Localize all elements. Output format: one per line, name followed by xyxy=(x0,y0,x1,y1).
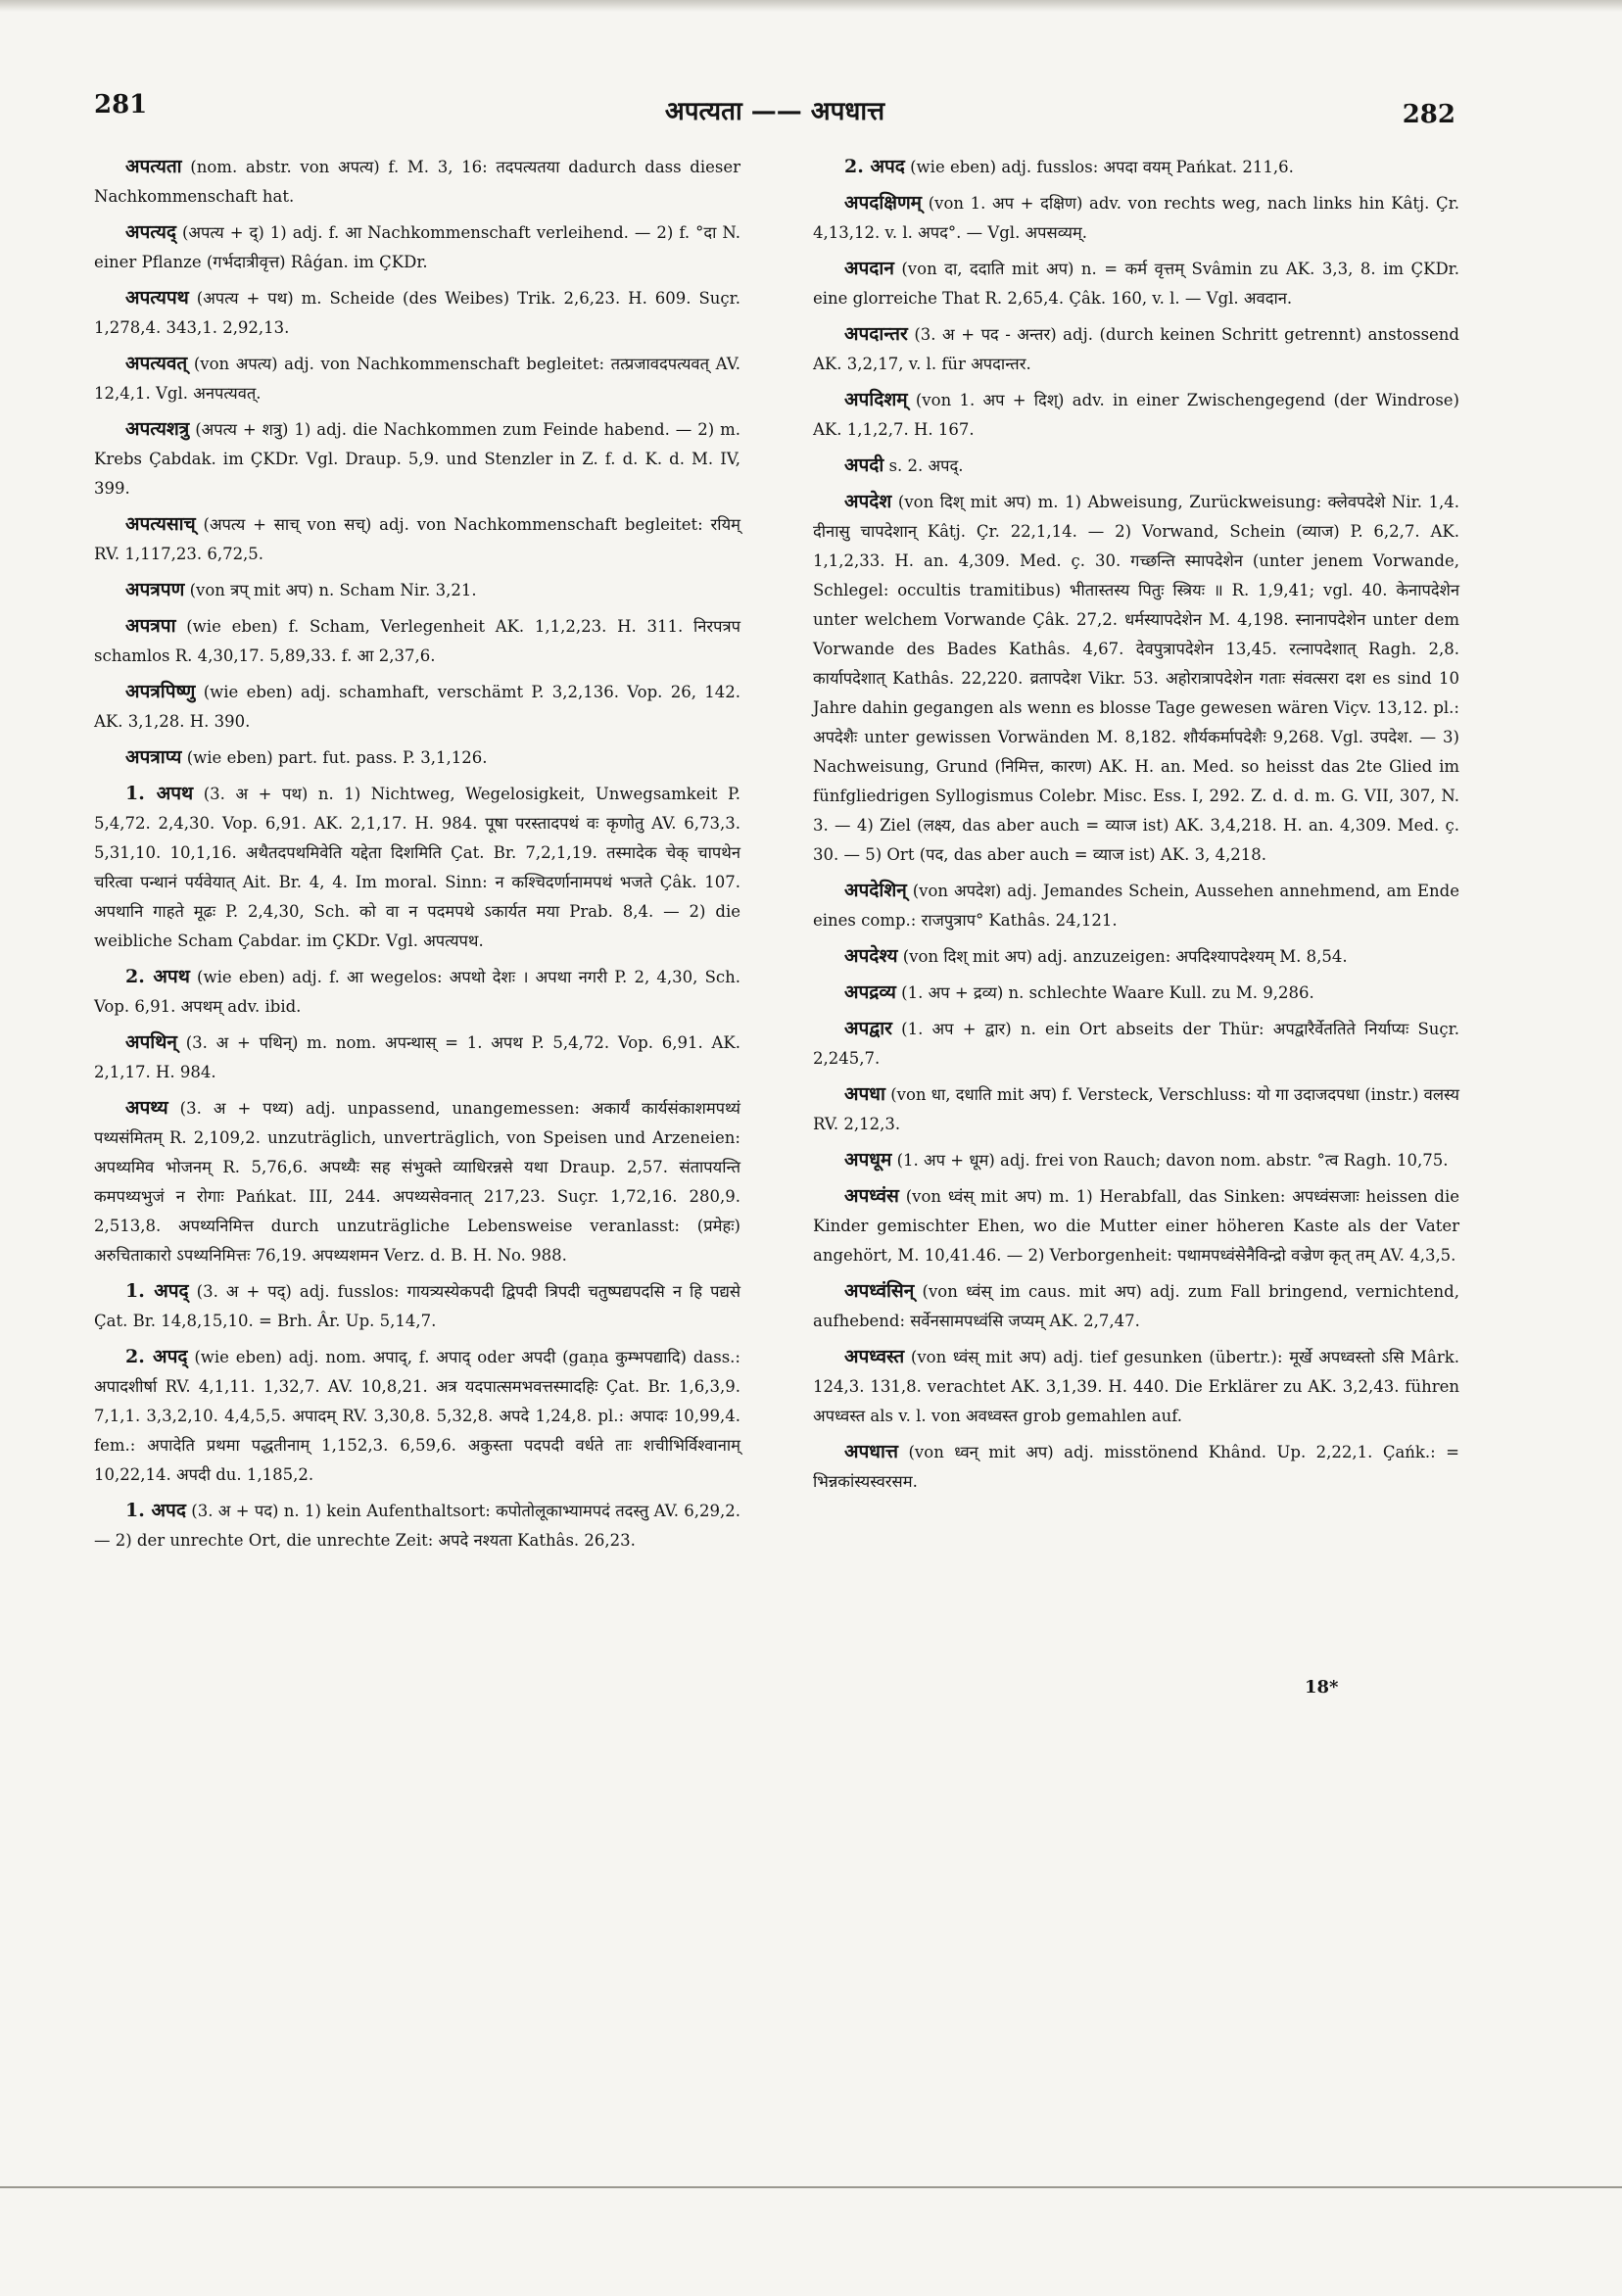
entry-headword: अपत्यशत्रु xyxy=(125,418,190,440)
entry-body: (अपत्य + द्) 1) adj. f. आ Nachkommenschaft verleihend. — 2) f. °दा N. einer Pflanze (गर्भदात्रीवृत्त) Râǵan. im ÇKDr. xyxy=(94,223,741,271)
entry-body: (3. अ + पथिन्) m. nom. अपन्थास् = 1. अपथ P. 5,4,72. Vop. 6,91. AK. 2,1,17. H. 984. xyxy=(94,1033,741,1081)
entry-body: (3. अ + पद) n. 1) kein Aufenthaltsort: कपोतोलूकाभ्यामपदं तदस्तु AV. 6,29,2. — 2) der unrechte Ort, die unrechte Zeit: अपदे नश्यता Kathâs. 26,23. xyxy=(94,1502,740,1550)
entry-body: (von त्रप् mit अप) n. Scham Nir. 3,21. xyxy=(189,581,477,599)
entry-headword: अपदी xyxy=(844,454,884,476)
entry-body: (von ध्वंस् mit अप) adj. tief gesunken (übertr.): मूर्खे अपध्वस्तो ऽसि Mârk. 124,3. 131,8. verachtet AK. 3,1,39. H. 440. Die Erklärer zu AK. 3,2,43. führen अपध्वस्त als v. l. von अवध्वस्त grob gemahlen auf. xyxy=(813,1348,1460,1425)
entry-body: (wie eben) adj. f. आ wegelos: अपथो देशः । अपथा नगरी P. 2, 4,30, Sch. Vop. 6,91. अपथम् adv. ibid. xyxy=(94,968,740,1016)
entry-headword: 2. अपद् xyxy=(125,1346,188,1367)
page-header xyxy=(94,90,1455,129)
entry-headword: अपदेश xyxy=(844,491,892,512)
dictionary-entry xyxy=(94,414,740,503)
entry-body: (1. अप + द्वार) n. ein Ort abseits der Thür: अपद्वारैर्वेततिते निर्याप्यः Suçr. 2,245,7. xyxy=(813,1020,1459,1068)
entry-headword: 1. अपथ xyxy=(125,783,194,804)
entry-headword: अपत्यपथ xyxy=(125,287,189,309)
entry-body: (3. अ + पथ्य) adj. unpassend, unangemessen: अकार्यं कार्यसंकाशमपथ्यं पथ्यसंमितम् R. 2,109,2. unzuträglich, unverträglich, von Speisen und Arzeneien: अपथ्यमिव भोजनम् R. 5,76,6. अपथ्यैः सह संभुक्ते व्याधिरन्नसे यथा Draup. 2,57. संतापयन्ति कमपथ्यभुजं न रोगाः Pańkat. III, 244. अपथ्यसेवनात् 217,23. Suçr. 1,72,16. 280,9. 2,513,8. अपथ्यनिमित्त durch unzuträgliche Lebensweise veranlasst: (प्रमेहः) अरुचिताकारो ऽपथ्यनिमित्तः 76,19. अपथ्यशमन Verz. d. B. H. No. 988. xyxy=(94,1099,740,1265)
dictionary-entry xyxy=(813,385,1459,445)
dictionary-entry xyxy=(813,319,1459,379)
entry-headword: अपदेश्य xyxy=(844,945,898,967)
dictionary-entry xyxy=(94,1028,740,1087)
dictionary-entry xyxy=(813,941,1459,972)
entry-body: (von दा, ददाति mit अप) n. = कर्म वृत्तम् Svâmin zu AK. 3,3, 8. im ÇKDr. eine glorreiche That R. 2,65,4. Çâk. 160, v. l. — Vgl. अवदान. xyxy=(813,260,1459,308)
entry-body: (von दिश् mit अप) adj. anzuzeigen: अपदिश्यापदेश्यम् M. 8,54. xyxy=(902,947,1348,966)
entry-body: (3. अ + पथ) n. 1) Nichtweg, Wegelosigkeit, Unwegsamkeit P. 5,4,72. 2,4,30. Vop. 6,91. AK. 2,1,17. H. 984. पूषा परस्तादपथं वः कृणोतु AV. 6,73,3. 5,31,10. 10,1,16. अथैतदपथमिवेति यद्देता दिशमिति Çat. Br. 7,2,1,19. तस्मादेक चेक् चापथेन चरित्वा पन्थानं पर्यवेयात् Ait. Br. 4, 4. Im moral. Sinn: न कश्चिदर्णानामपथं भजते Çâk. 107. अपथानि गाहते मूढः P. 2,4,30, Sch. को वा न पदमपथे ऽकार्यत मया Prab. 8,4. — 2) die weibliche Scham Çabdar. im ÇKDr. Vgl. अपत्यपथ. xyxy=(94,785,740,950)
folio-mark: 18* xyxy=(1305,1677,1339,1698)
dictionary-entry xyxy=(94,283,740,343)
entry-body: (von अपदेश) adj. Jemandes Schein, Aussehen annehmend, am Ende eines comp.: राजपुत्राप° Kathâs. 24,121. xyxy=(813,882,1459,930)
dictionary-entry xyxy=(813,1276,1459,1336)
dictionary-entry xyxy=(94,611,740,671)
dictionary-entry xyxy=(94,349,740,408)
dictionary-entry xyxy=(94,677,740,737)
dictionary-entry xyxy=(94,509,740,569)
entry-body: (3. अ + पद्) adj. fusslos: गायत्र्यस्येकपदी द्विपदी त्रिपदी चतुष्पद्यपदसि न हि पद्यसे Çat. Br. 14,8,15,10. = Brh. Âr. Up. 5,14,7. xyxy=(94,1282,740,1330)
right-column xyxy=(813,152,1459,1503)
dictionary-entry xyxy=(813,1014,1459,1074)
entry-headword: अपद्रव्य xyxy=(844,981,896,1003)
entry-headword: अपत्रपिष्णु xyxy=(125,681,196,702)
dictionary-entry xyxy=(94,962,740,1022)
entry-body: (von धा, दधाति mit अप) f. Versteck, Verschluss: यो गा उदाजदपधा (instr.) वलस्य RV. 2,12,3. xyxy=(813,1085,1460,1133)
entry-body: (अपत्य + पथ) m. Scheide (des Weibes) Trik. 2,6,23. H. 609. Suçr. 1,278,4. 343,1. 2,92,13. xyxy=(94,289,740,337)
dictionary-entry xyxy=(94,1276,740,1336)
entry-headword: अपत्राप्य xyxy=(125,746,182,768)
entry-headword: अपत्रपा xyxy=(125,615,176,637)
entry-headword: 1. अपद् xyxy=(125,1280,189,1302)
entry-headword: अपधात्त xyxy=(844,1441,899,1462)
entry-body: (3. अ + पद - अन्तर) adj. (durch keinen Schritt getrennt) anstossend AK. 3,2,17, v. l. für अपदान्तर. xyxy=(813,325,1459,373)
dictionary-entry xyxy=(813,876,1459,935)
entry-body: (von दिश् mit अप) m. 1) Abweisung, Zurückweisung: क्लेवपदेशे Nir. 1,4. दीनासु चापदेशान् Kâtj. Çr. 22,1,14. — 2) Vorwand, Schein (व्याज) P. 6,2,7. AK. 1,1,2,33. H. an. 4,309. Med. ç. 30. गच्छन्ति स्मापदेशेन (unter jenem Vorwande, Schlegel: occultis tramitibus) भीतास्तस्य पितुः स्त्रियः ॥ R. 1,9,41; vgl. 40. केनापदेशेन unter welchem Vorwande Çâk. 27,2. धर्मस्यापदेशेन M. 4,198. स्नानापदेशेन unter dem Vorwande des Bades Kathâs. 4,67. देवपुत्रापदेशेन 13,45. रत्नापदेशात् Ragh. 2,8. कार्यापदेशात् Kathâs. 22,220. व्रतापदेश Vikr. 53. अहोरात्रापदेशेन गताः संवत्सरा दश es sind 10 Jahre dahin gegangen als wenn es blosse Tage gewesen wären Viçv. 13,12. pl.: अपदेशैः unter gewissen Vorwänden M. 8,182. शौर्यकर्मापदेशैः 9,268. Vgl. उपदेश. — 3) Nachweisung, Grund (निमित्त, कारण) AK. H. an. Med. so heisst das 2te Glied im fünfgliedrigen Syllogismus Colebr. Misc. Ess. I, 292. Z. d. d. m. G. VII, 307, N. 3. — 4) Ziel (लक्ष्य, das aber auch = व्याज ist) AK. 3,4,218. H. an. 4,309. Med. ç. 30. — 5) Ort (पद, das aber auch = व्याज ist) AK. 3, 4,218. xyxy=(813,493,1459,864)
dictionary-entry xyxy=(94,742,740,773)
entry-headword: अपथिन् xyxy=(125,1031,177,1053)
entry-headword: अपदान xyxy=(844,258,894,279)
dictionary-entry xyxy=(813,487,1459,870)
dictionary-entry xyxy=(813,1437,1459,1497)
entry-headword: अपदेशिन् xyxy=(844,880,907,901)
entry-body: (wie eben) adj. schamhaft, verschämt P. 3,2,136. Vop. 26, 142. AK. 3,1,28. H. 390. xyxy=(94,683,740,731)
entry-body: (wie eben) f. Scham, Verlegenheit AK. 1,1,2,23. H. 311. निरपत्रप schamlos R. 4,30,17. 5,89,33. f. आ 2,37,6. xyxy=(94,617,740,665)
dictionary-entry xyxy=(813,1079,1459,1139)
dictionary-entry xyxy=(813,1145,1459,1175)
running-title: अपत्यता —— अपधात्त xyxy=(664,97,885,126)
entry-headword: अपध्वंस xyxy=(844,1185,899,1207)
page-number-right: 282 xyxy=(1402,100,1455,129)
entry-headword: 2. अपद xyxy=(844,156,905,177)
left-column xyxy=(94,152,740,1561)
entry-body: (wie eben) adj. fusslos: अपदा वयम् Pańkat. 211,6. xyxy=(910,158,1294,176)
scan-edge xyxy=(0,0,1622,12)
dictionary-entry xyxy=(813,254,1459,313)
entry-body: s. 2. अपद्. xyxy=(888,456,964,475)
dictionary-entry xyxy=(94,575,740,605)
entry-body: (von ध्वन् mit अप) adj. misstönend Khând. Up. 2,22,1. Çańk.: = भिन्नकांस्यस्वरसम. xyxy=(813,1443,1459,1491)
entry-body: (von अपत्य) adj. von Nachkommenschaft begleitet: तत्प्रजावदपत्यवत् AV. 12,4,1. Vgl. अनपत्यवत्. xyxy=(94,355,740,403)
dictionary-entry xyxy=(813,1181,1459,1270)
dictionary-entry xyxy=(813,188,1459,248)
entry-headword: अपदक्षिणम् xyxy=(844,192,923,214)
dictionary-entry xyxy=(813,978,1459,1008)
dictionary-entry xyxy=(94,217,740,277)
entry-body: (nom. abstr. von अपत्य) f. M. 3, 16: तदपत्यतया dadurch dass dieser Nachkommenschaft hat. xyxy=(94,158,741,206)
dictionary-entry xyxy=(94,1342,740,1490)
entry-body: (von ध्वंस् mit अप) m. 1) Herabfall, das Sinken: अपध्वंसजाः heissen die Kinder gemischter Ehen, wo die Mutter einer höheren Kaste als der Vater angehört, M. 10,41.46. — 2) Verborgenheit: पथामपध्वंसेनैविन्द्रो वज्रेण कृत् तम् AV. 4,3,5. xyxy=(813,1187,1459,1265)
entry-headword: अपथ्य xyxy=(125,1097,168,1119)
dictionary-entry xyxy=(813,451,1459,481)
page-number-left: 281 xyxy=(94,90,148,120)
entry-headword: अपत्यवत् xyxy=(125,353,188,374)
entry-body: (von ध्वंस् im caus. mit अप) adj. zum Fall bringend, vernichtend, aufhebend: सर्वेनसामपध्वंसि जप्यम् AK. 2,7,47. xyxy=(813,1282,1459,1330)
entry-body: (wie eben) adj. nom. अपाद्, f. अपाद् oder अपदी (gaṇa कुम्भपद्यादि) dass.: अपादशीर्षा RV. 4,1,11. 1,32,7. AV. 10,8,21. अत्र यदपात्समभवत्तस्मादहिः Çat. Br. 1,6,3,9. 7,1,1. 3,3,2,10. 4,4,5,5. अपादम् RV. 3,30,8. 5,32,8. अपदे 1,24,8. pl.: अपादः 10,99,4. fem.: अपादेति प्रथमा पद्धतीनाम् 1,152,3. 6,59,6. अकुस्ता पदपदी वर्धते ताः शचीभिर्विश्वानाम् 10,22,14. अपदी du. 1,185,2. xyxy=(94,1348,740,1484)
entry-headword: अपत्यसाच् xyxy=(125,513,196,535)
entry-body: (1. अप + द्रव्य) n. schlechte Waare Kull. zu M. 9,286. xyxy=(901,983,1314,1002)
entry-body: (1. अप + धूम) adj. frei von Rauch; davon nom. abstr. °त्व Ragh. 10,75. xyxy=(896,1151,1449,1170)
entry-body: (von 1. अप + दिश्) adv. in einer Zwischengegend (der Windrose) AK. 1,1,2,7. H. 167. xyxy=(813,391,1459,439)
dictionary-entry xyxy=(94,779,740,956)
dictionary-entry xyxy=(813,1342,1459,1431)
dictionary-entry xyxy=(94,1093,740,1270)
entry-headword: अपत्यद् xyxy=(125,221,176,243)
entry-headword: अपत्यता xyxy=(125,156,182,177)
entry-body: (von 1. अप + दक्षिण) adv. von rechts weg, nach links hin Kâtj. Çr. 4,13,12. v. l. अपद°. — Vgl. अपसव्यम्. xyxy=(813,194,1460,242)
entry-body: (wie eben) part. fut. pass. P. 3,1,126. xyxy=(186,748,488,767)
entry-headword: अपद्वार xyxy=(844,1018,892,1039)
entry-headword: अपत्रपण xyxy=(125,579,185,600)
entry-body: (अपत्य + साच् von सच्) adj. von Nachkommenschaft begleitet: रयिम् RV. 1,117,23. 6,72,5. xyxy=(94,515,741,563)
entry-headword: 1. अपद xyxy=(125,1500,186,1521)
entry-headword: 2. अपथ xyxy=(125,966,190,987)
entry-headword: अपध्वंसिन् xyxy=(844,1280,915,1302)
scan-bottom-rule xyxy=(0,2186,1622,2188)
entry-headword: अपध्वस्त xyxy=(844,1346,905,1367)
entry-headword: अपदान्तर xyxy=(844,323,908,345)
entry-headword: अपधूम xyxy=(844,1149,892,1171)
dictionary-entry xyxy=(94,1496,740,1555)
entry-headword: अपधा xyxy=(844,1083,885,1105)
dictionary-entry xyxy=(94,152,740,212)
dictionary-entry xyxy=(813,152,1459,182)
entry-headword: अपदिशम् xyxy=(844,389,908,410)
entry-body: (अपत्य + शत्रु) 1) adj. die Nachkommen zum Feinde habend. — 2) m. Krebs Çabdak. im ÇKDr. Vgl. Draup. 5,9. und Stenzler in Z. f. d. K. d. M. IV, 399. xyxy=(94,420,740,498)
